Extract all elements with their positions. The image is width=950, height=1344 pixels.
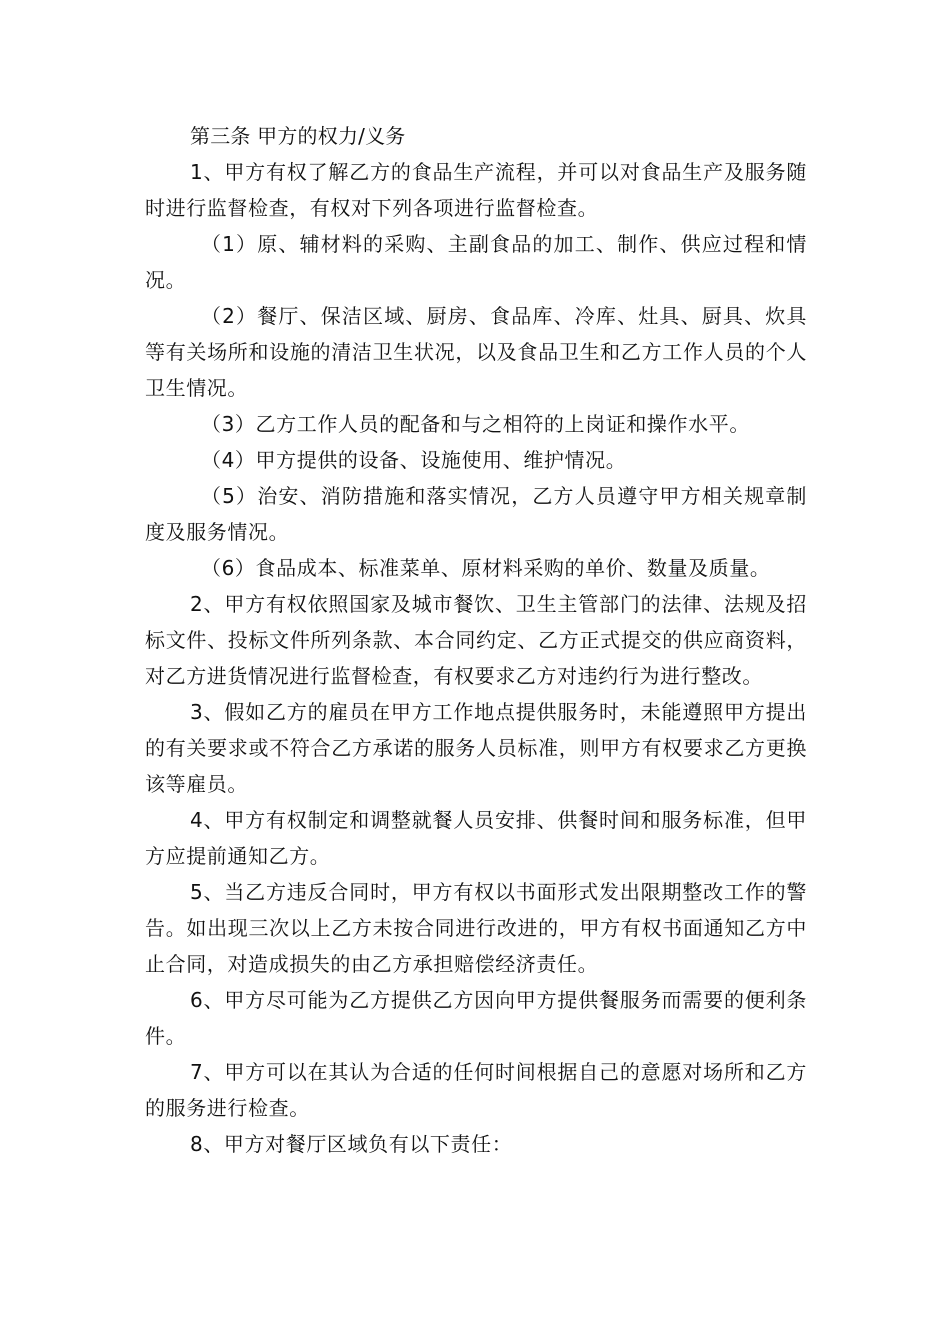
paragraph-2: 2、甲方有权依照国家及城市餐饮、卫生主管部门的法律、法规及招标文件、投标文件所列条款、本合同约定、乙方正式提交的供应商资料，对乙方进货情况进行监督检查，有权要求乙方对违约行为进行整改。 — [145, 592, 807, 688]
paragraph-4: 4、甲方有权制定和调整就餐人员安排、供餐时间和服务标准，但甲方应提前通知乙方。 — [145, 808, 807, 868]
paragraph-3: 3、假如乙方的雇员在甲方工作地点提供服务时，未能遵照甲方提出的有关要求或不符合乙方承诺的服务人员标准，则甲方有权要求乙方更换该等雇员。 — [145, 700, 807, 796]
paragraph-5: 5、当乙方违反合同时，甲方有权以书面形式发出限期整改工作的警告。如出现三次以上乙方未按合同进行改进的，甲方有权书面通知乙方中止合同，对造成损失的由乙方承担赔偿经济责任。 — [145, 880, 807, 976]
item-2: （2）餐厅、保洁区域、厨房、食品库、冷库、灶具、厨具、炊具等有关场所和设施的清洁卫生状况，以及食品卫生和乙方工作人员的个人卫生情况。 — [145, 304, 807, 400]
item-4: （4）甲方提供的设备、设施使用、维护情况。 — [201, 448, 627, 472]
paragraph-8: 8、甲方对餐厅区域负有以下责任： — [190, 1132, 513, 1156]
document-body — [145, 118, 807, 1162]
item-6: （6）食品成本、标准菜单、原材料采购的单价、数量及质量。 — [201, 556, 771, 580]
paragraph-6: 6、甲方尽可能为乙方提供乙方因向甲方提供餐服务而需要的便利条件。 — [145, 988, 807, 1048]
paragraph-7: 7、甲方可以在其认为合适的任何时间根据自己的意愿对场所和乙方的服务进行检查。 — [145, 1060, 807, 1120]
paragraph-1: 1、甲方有权了解乙方的食品生产流程，并可以对食品生产及服务随时进行监督检查，有权对下列各项进行监督检查。 — [145, 160, 807, 220]
item-5: （5）治安、消防措施和落实情况，乙方人员遵守甲方相关规章制度及服务情况。 — [145, 484, 807, 544]
item-1: （1）原、辅材料的采购、主副食品的加工、制作、供应过程和情况。 — [145, 232, 807, 292]
section-title: 第三条 甲方的权力/义务 — [190, 124, 406, 148]
item-3: （3）乙方工作人员的配备和与之相符的上岗证和操作水平。 — [201, 412, 750, 436]
